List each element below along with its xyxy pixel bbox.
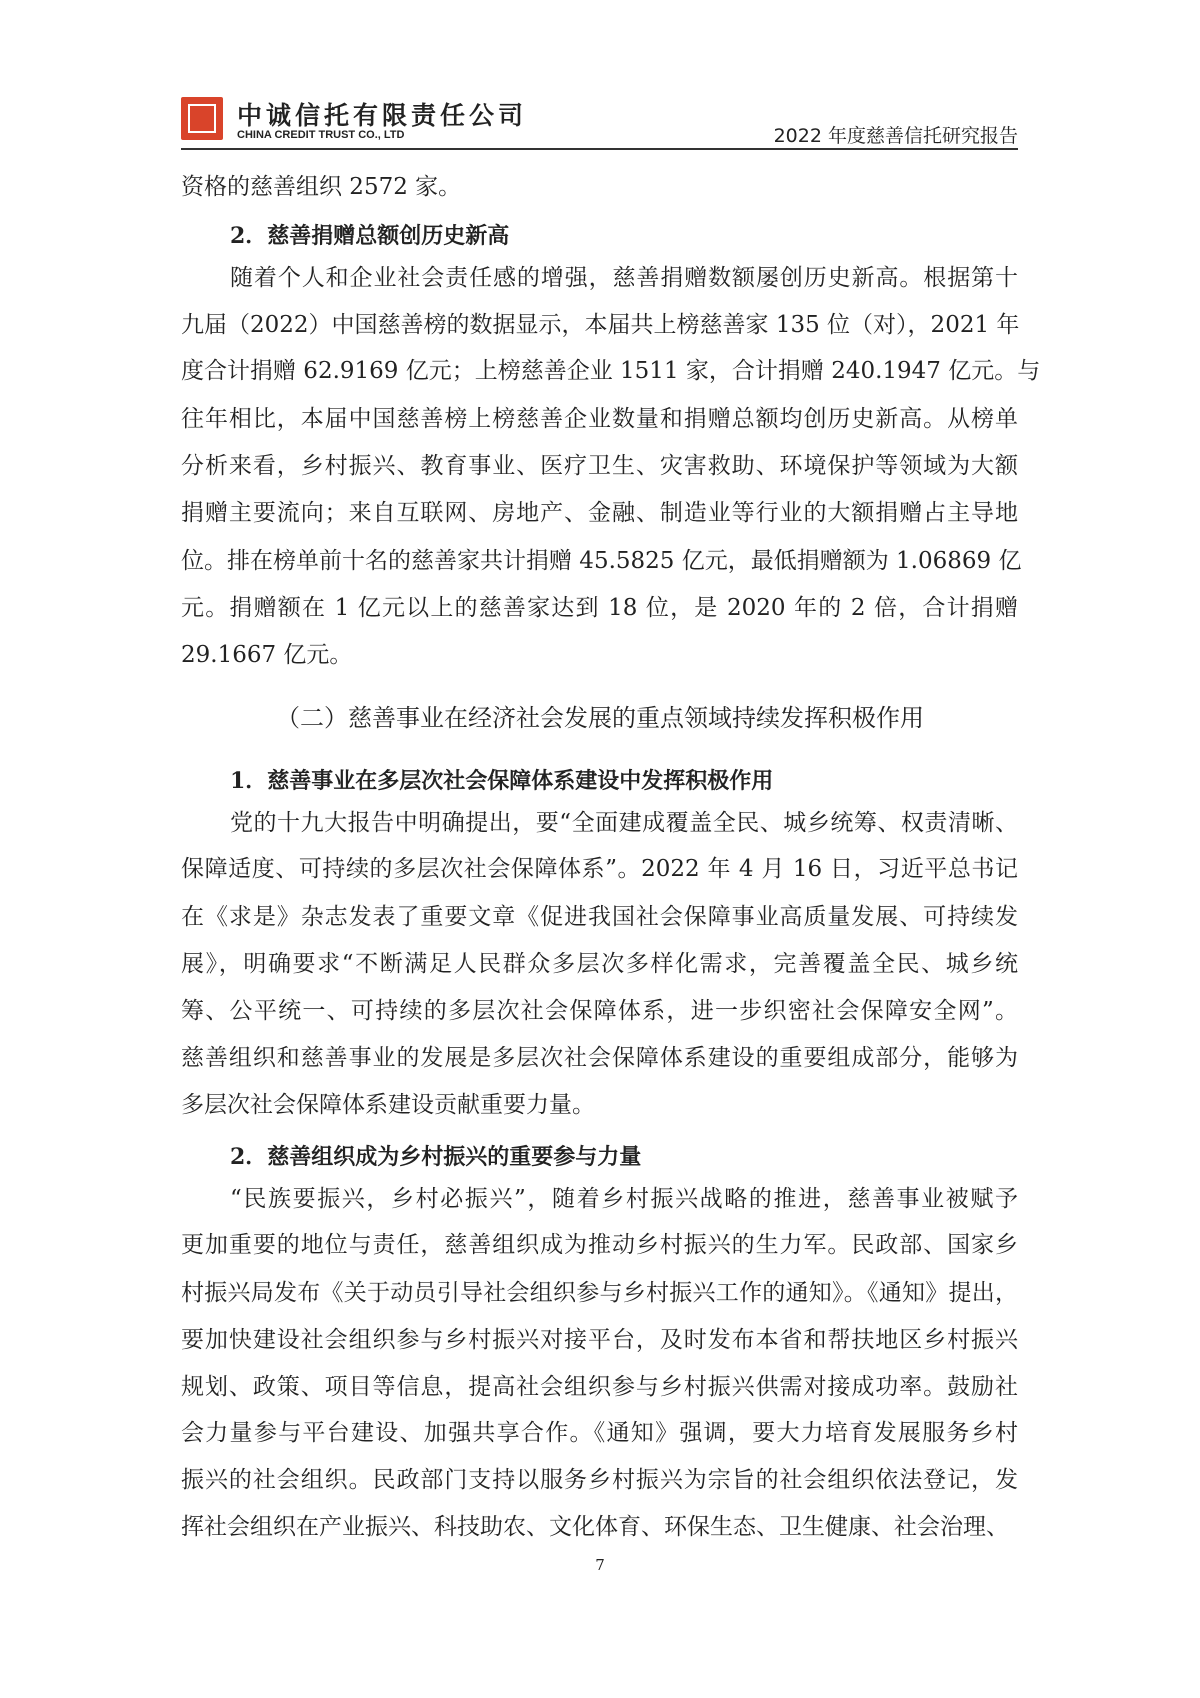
- company-name-cn: 中诚信托有限责任公司: [237, 101, 528, 130]
- paragraph-line: “民族要振兴，乡村必振兴”，随着乡村振兴战略的推进，慈善事业被赋予: [230, 1186, 1018, 1212]
- page-number: 7: [595, 1556, 605, 1574]
- header-divider: [181, 148, 1018, 150]
- paragraph-line: 度合计捐赠 62.9169 亿元；上榜慈善企业 1511 家，合计捐赠 240.1947 亿元。与: [181, 358, 1041, 384]
- paragraph-line: 29.1667 亿元。: [181, 642, 353, 668]
- paragraph-line: 振兴的社会组织。民政部门支持以服务乡村振兴为宗旨的社会组织依法登记，发: [181, 1467, 1018, 1493]
- paragraph-line: 慈善组织和慈善事业的发展是多层次社会保障体系建设的重要组成部分，能够为: [181, 1045, 1018, 1071]
- paragraph-line: 会力量参与平台建设、加强共享合作。《通知》强调，要大力培育发展服务乡村: [181, 1420, 1018, 1446]
- subsection-heading: 2．慈善捐赠总额创历史新高: [230, 223, 510, 249]
- paragraph-line: 资格的慈善组织 2572 家。: [181, 174, 462, 200]
- company-logo: [181, 97, 223, 140]
- paragraph-line: 要加快建设社会组织参与乡村振兴对接平台，及时发布本省和帮扶地区乡村振兴: [181, 1327, 1018, 1353]
- paragraph-line: 随着个人和企业社会责任感的增强，慈善捐赠数额屡创历史新高。根据第十: [230, 265, 1018, 291]
- subsection-heading: 1．慈善事业在多层次社会保障体系建设中发挥积极作用: [230, 768, 774, 794]
- report-title: 2022 年度慈善信托研究报告: [773, 125, 1018, 147]
- paragraph-line: 在《求是》杂志发表了重要文章《促进我国社会保障事业高质量发展、可持续发: [181, 904, 1018, 930]
- paragraph-line: 九届（2022）中国慈善榜的数据显示，本届共上榜慈善家 135 位（对），2021 年: [181, 312, 1020, 338]
- paragraph-line: 保障适度、可持续的多层次社会保障体系”。2022 年 4 月 16 日，习近平总书记: [181, 856, 1018, 882]
- subsection-heading: 2．慈善组织成为乡村振兴的重要参与力量: [230, 1144, 642, 1170]
- paragraph-line: 捐赠主要流向；来自互联网、房地产、金融、制造业等行业的大额捐赠占主导地: [181, 500, 1018, 526]
- paragraph-line: 村振兴局发布《关于动员引导社会组织参与乡村振兴工作的通知》。《通知》提出，: [181, 1280, 1018, 1306]
- paragraph-line: 元。捐赠额在 1 亿元以上的慈善家达到 18 位，是 2020 年的 2 倍，合计捐赠: [181, 595, 1018, 621]
- paragraph-line: 展》，明确要求“不断满足人民群众多层次多样化需求，完善覆盖全民、城乡统: [181, 951, 1018, 977]
- paragraph-line: 党的十九大报告中明确提出，要“全面建成覆盖全民、城乡统筹、权责清晰、: [230, 810, 1018, 836]
- paragraph-line: 规划、政策、项目等信息，提高社会组织参与乡村振兴供需对接成功率。鼓励社: [181, 1374, 1018, 1400]
- paragraph-line: 筹、公平统一、可持续的多层次社会保障体系，进一步织密社会保障安全网”。: [181, 998, 1018, 1024]
- paragraph-line: 往年相比，本届中国慈善榜上榜慈善企业数量和捐赠总额均创历史新高。从榜单: [181, 406, 1018, 432]
- paragraph-line: 更加重要的地位与责任，慈善组织成为推动乡村振兴的生力军。民政部、国家乡: [181, 1232, 1018, 1258]
- paragraph-line: 挥社会组织在产业振兴、科技助农、文化体育、环保生态、卫生健康、社会治理、: [181, 1514, 1009, 1540]
- company-name-en: CHINA CREDIT TRUST CO., LTD: [237, 129, 405, 141]
- paragraph-line: 分析来看，乡村振兴、教育事业、医疗卫生、灾害救助、环境保护等领域为大额: [181, 453, 1018, 479]
- section-heading: （二）慈善事业在经济社会发展的重点领域持续发挥积极作用: [276, 704, 924, 732]
- paragraph-line: 位。排在榜单前十名的慈善家共计捐赠 45.5825 亿元，最低捐赠额为 1.06869 亿: [181, 548, 1022, 574]
- paragraph-line: 多层次社会保障体系建设贡献重要力量。: [181, 1092, 595, 1118]
